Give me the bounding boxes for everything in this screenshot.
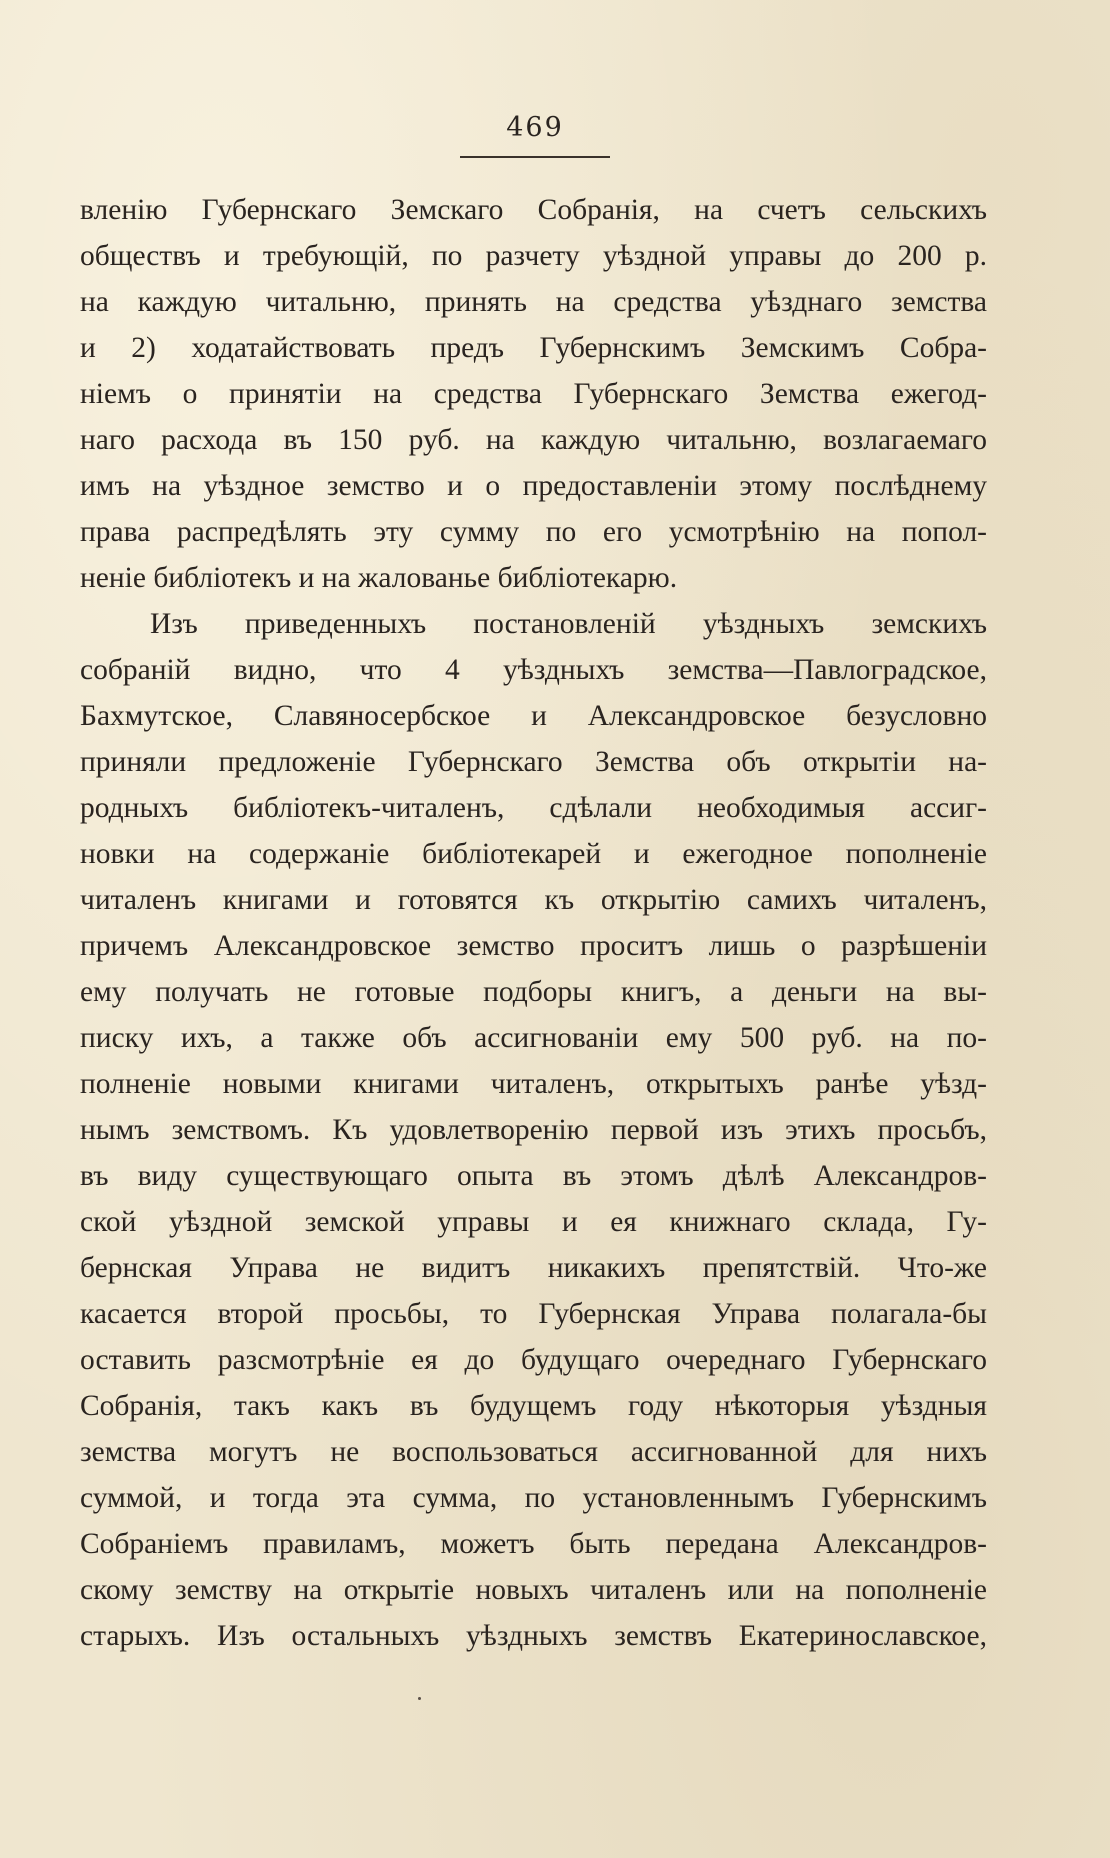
text-line: Собраніемъ правиламъ, можетъ быть передана Александров- (80, 1528, 987, 1560)
text-line: наго расхода въ 150 руб. на каждую читальню, возлагаемаго (80, 424, 987, 456)
paper-speck (418, 1697, 421, 1700)
text-line: касается второй просьбы, то Губернская Управа полагала-бы (80, 1298, 987, 1330)
text-line: нымъ земствомъ. Къ удовлетворенію первой изъ этихъ просьбъ, (80, 1114, 987, 1146)
text-line: новки на содержаніе библіотекарей и ежегодное пополненіе (80, 838, 987, 870)
page-number-rule (460, 156, 610, 158)
text-line: Бахмутское, Славяносербское и Александровское безусловно (80, 700, 987, 732)
text-line: имъ на уѣздное земство и о предоставленіи этому послѣднему (80, 470, 987, 502)
text-line: собраній видно, что 4 уѣздныхъ земства—Павлоградское, (80, 654, 987, 686)
text-line: писку ихъ, а также объ ассигнованіи ему 500 руб. на по- (80, 1022, 987, 1054)
text-line: старыхъ. Изъ остальныхъ уѣздныхъ земствъ Екатеринославское, (80, 1620, 987, 1652)
text-line: обществъ и требующій, по разчету уѣздной управы до 200 р. (80, 240, 987, 272)
text-line: неніе библіотекъ и на жалованье библіотекарю. (80, 562, 678, 594)
text-line: земства могутъ не воспользоваться ассигнованной для нихъ (80, 1436, 987, 1468)
text-line: Изъ приведенныхъ постановленій уѣздныхъ земскихъ (150, 608, 987, 640)
text-line: ніемъ о принятіи на средства Губернскаго Земства ежегод- (80, 378, 987, 410)
text-line: суммой, и тогда эта сумма, по установленнымъ Губернскимъ (80, 1482, 987, 1514)
text-line: ему получать не готовые подборы книгъ, а деньги на вы- (80, 976, 987, 1008)
text-line: полненіе новыми книгами читаленъ, открытыхъ ранѣе уѣзд- (80, 1068, 987, 1100)
text-line: на каждую читальню, принять на средства уѣзднаго земства (80, 286, 987, 318)
page-number: 469 (506, 112, 564, 143)
text-line: вленію Губернскаго Земскаго Собранія, на счетъ сельскихъ (80, 194, 987, 226)
text-line: права распредѣлять эту сумму по его усмотрѣнію на попол- (80, 516, 987, 548)
text-line: и 2) ходатайствовать предъ Губернскимъ Земскимъ Собра- (80, 332, 987, 364)
text-line: скому земству на открытіе новыхъ читаленъ или на пополненіе (80, 1574, 987, 1606)
text-line: въ виду существующаго опыта въ этомъ дѣлѣ Александров- (80, 1160, 987, 1192)
text-line: оставить разсмотрѣніе ея до будущаго очереднаго Губернскаго (80, 1344, 987, 1376)
text-line: Собранія, такъ какъ въ будущемъ году нѣкоторыя уѣздныя (80, 1390, 987, 1422)
text-line: причемъ Александровское земство проситъ лишь о разрѣшеніи (80, 930, 987, 962)
text-line: ской уѣздной земской управы и ея книжнаго склада, Гу- (80, 1206, 987, 1238)
text-line: бернская Управа не видитъ никакихъ препятствій. Что-же (80, 1252, 987, 1284)
text-line: родныхъ библіотекъ-читаленъ, сдѣлали необходимыя ассиг- (80, 792, 987, 824)
text-line: приняли предложеніе Губернскаго Земства объ открытіи на- (80, 746, 987, 778)
text-line: читаленъ книгами и готовятся къ открытію самихъ читаленъ, (80, 884, 987, 916)
